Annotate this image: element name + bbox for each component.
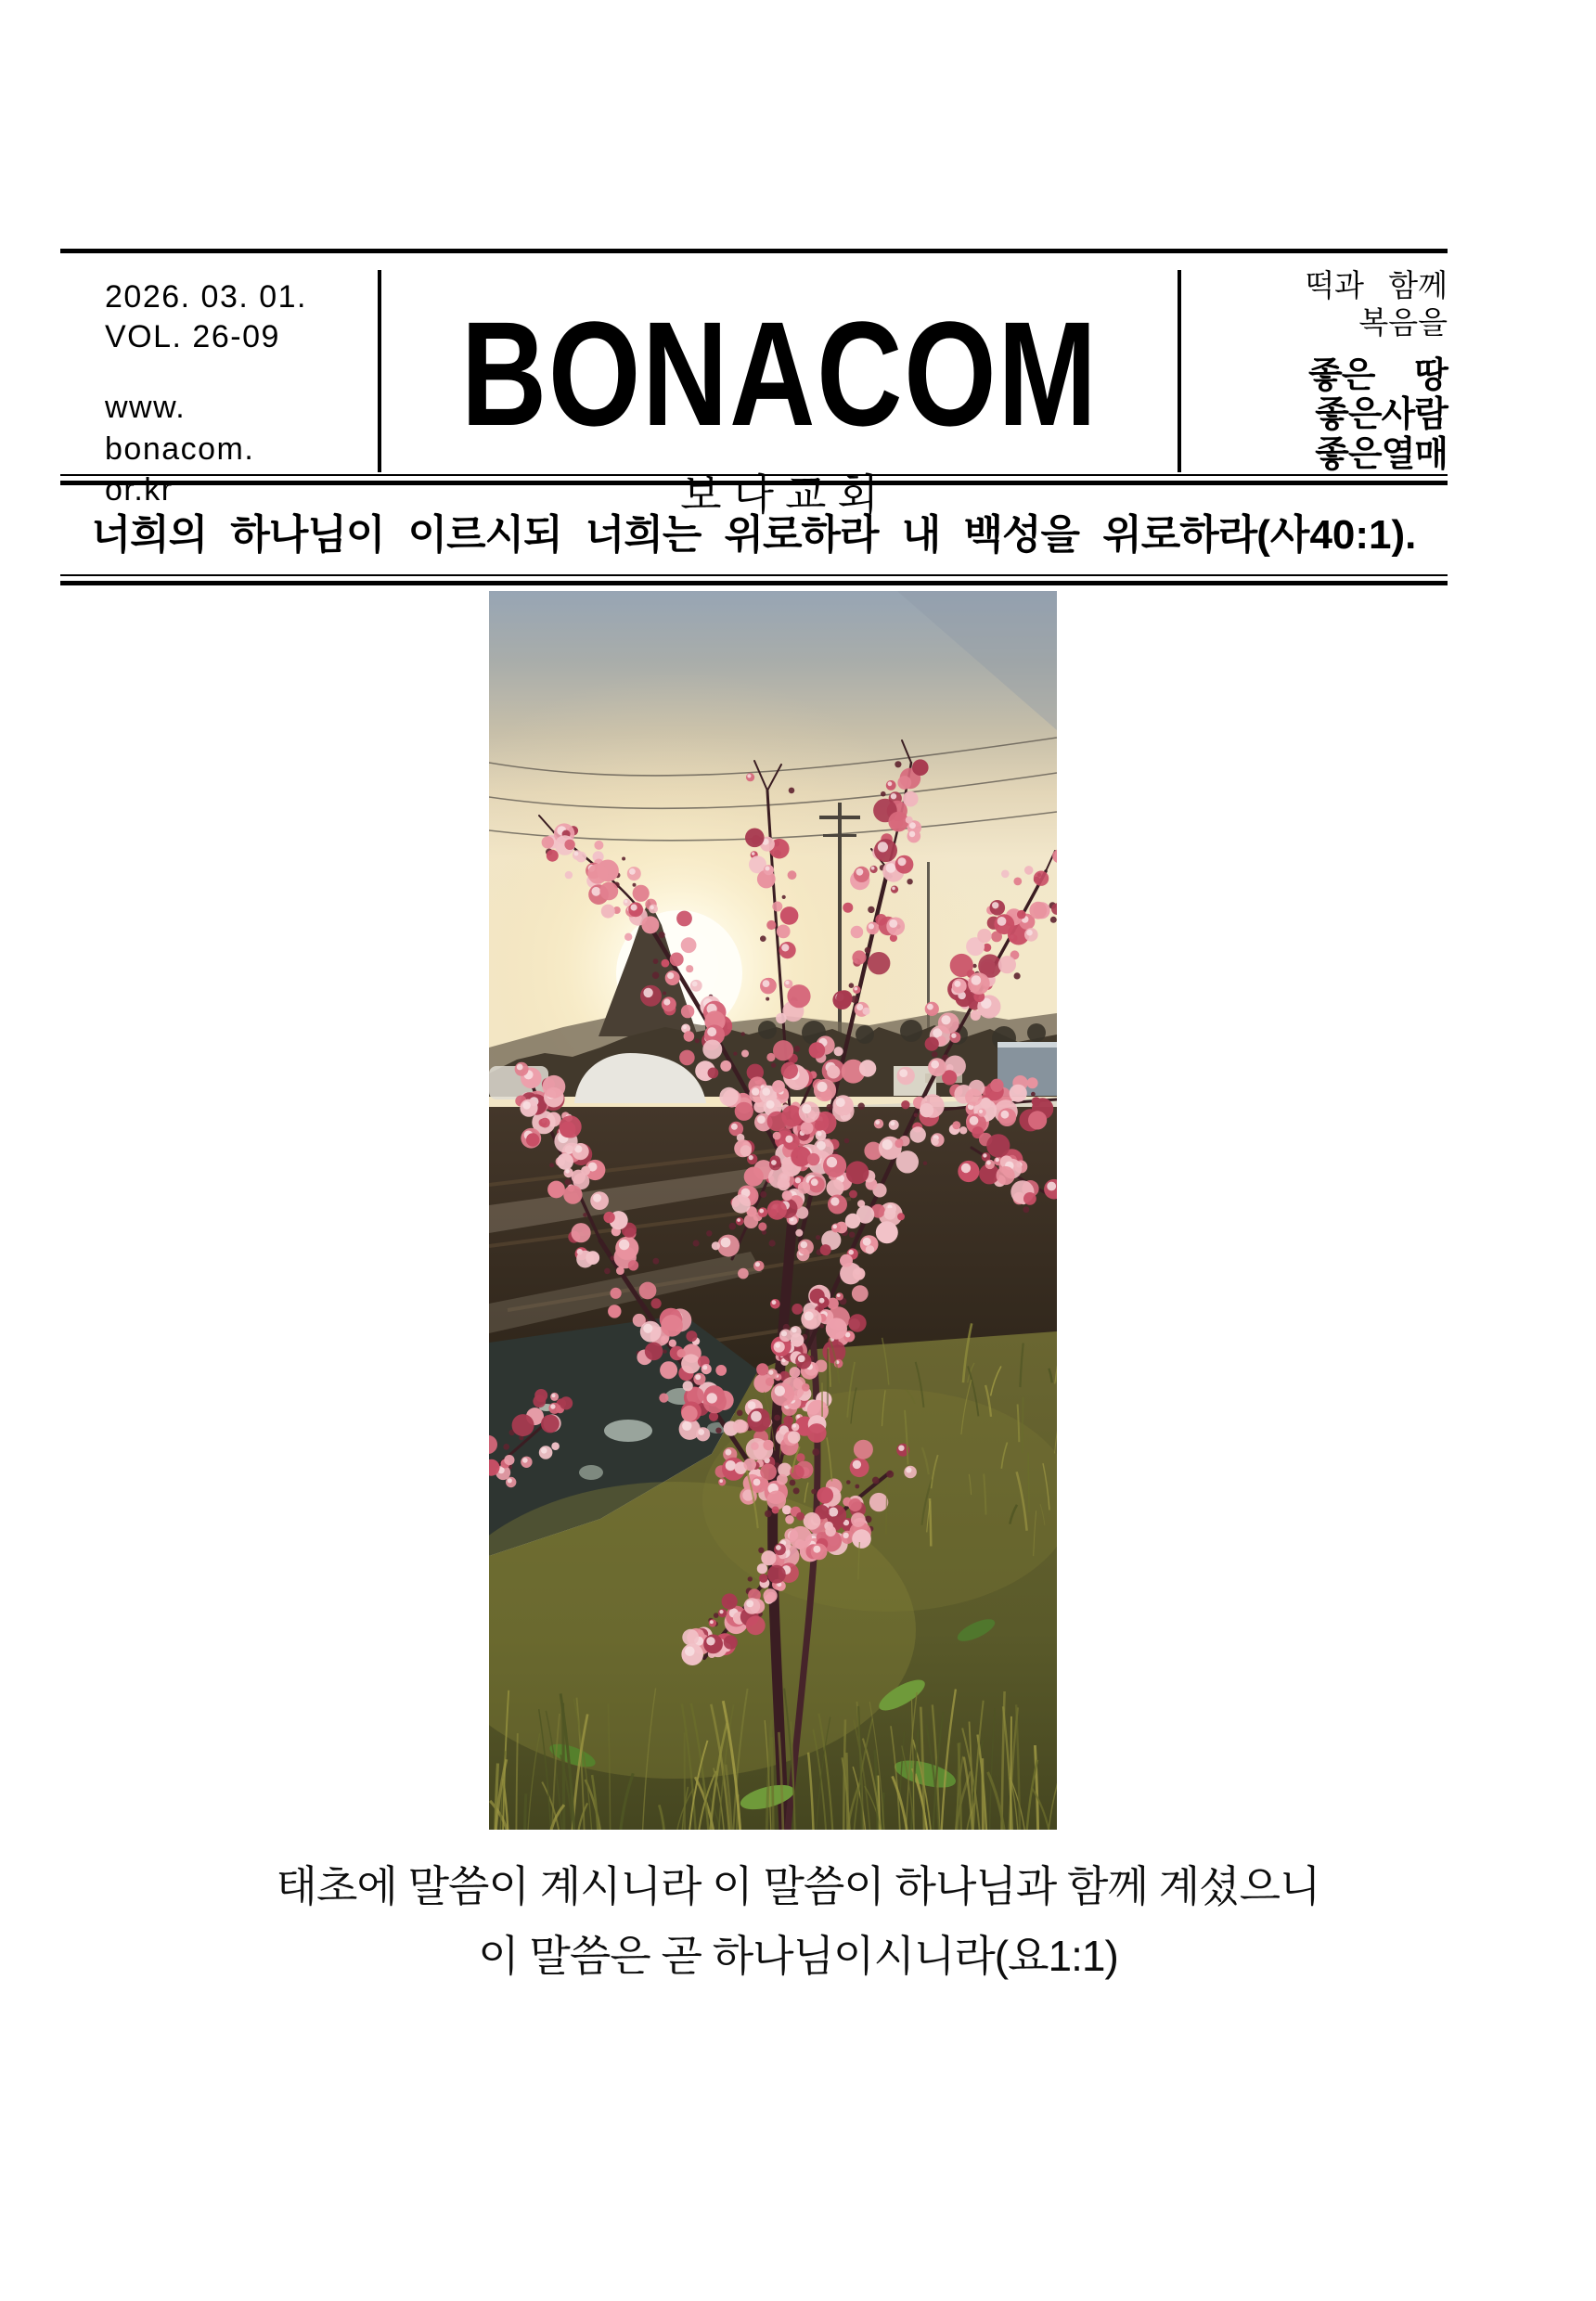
masthead-section — [60, 0, 1448, 585]
church-name-en: BONACOM — [460, 290, 1099, 456]
pole-crossbar — [819, 816, 860, 819]
masthead — [60, 253, 1448, 519]
church-name-kr: 보나교회 — [680, 471, 890, 519]
motto-word-land: 땅 — [1414, 355, 1448, 395]
verse-text: 너희의 하나님이 이르시되 너희는 위로하라 내 백성을 위로하라 — [91, 512, 1257, 558]
slogan-line-2: 복음을 — [1358, 307, 1448, 341]
website-url — [105, 387, 378, 512]
website-line-1: www. — [105, 389, 187, 425]
caption-verse — [0, 1863, 1596, 1979]
motto-block — [1308, 356, 1448, 475]
verse-rule-bottom — [60, 574, 1448, 585]
motto-line-2: 좋은사람 — [1315, 395, 1448, 435]
website-line-3: or.kr — [105, 472, 174, 508]
motto-word-good: 좋은 — [1308, 355, 1375, 395]
caption-line-1: 태초에 말씀이 계시니라 이 말씀이 하나님과 함께 계셨으니 — [276, 1862, 1320, 1910]
issue-volume: VOL. 26-09 — [105, 318, 280, 354]
cover-photo — [489, 591, 1057, 1830]
slogan-line-1: 떡과 함께 — [1305, 270, 1448, 303]
motto-line-3: 좋은열매 — [1315, 434, 1448, 474]
motto-line-1 — [1308, 356, 1448, 396]
caption-line-2: 이 말씀은 곧 하나님이시니라(요1:1) — [478, 1932, 1118, 1980]
issue-date: 2026. 03. 01. — [105, 279, 308, 315]
website-line-2: bonacom. — [105, 431, 255, 467]
verse-reference: (사40:1). — [1256, 512, 1417, 558]
church-title-block — [381, 253, 1178, 519]
slogan-block — [1181, 253, 1448, 474]
issue-info — [60, 253, 378, 508]
pole-crossbar-2 — [823, 834, 856, 837]
blossom-sunset-photo — [489, 591, 1057, 1830]
